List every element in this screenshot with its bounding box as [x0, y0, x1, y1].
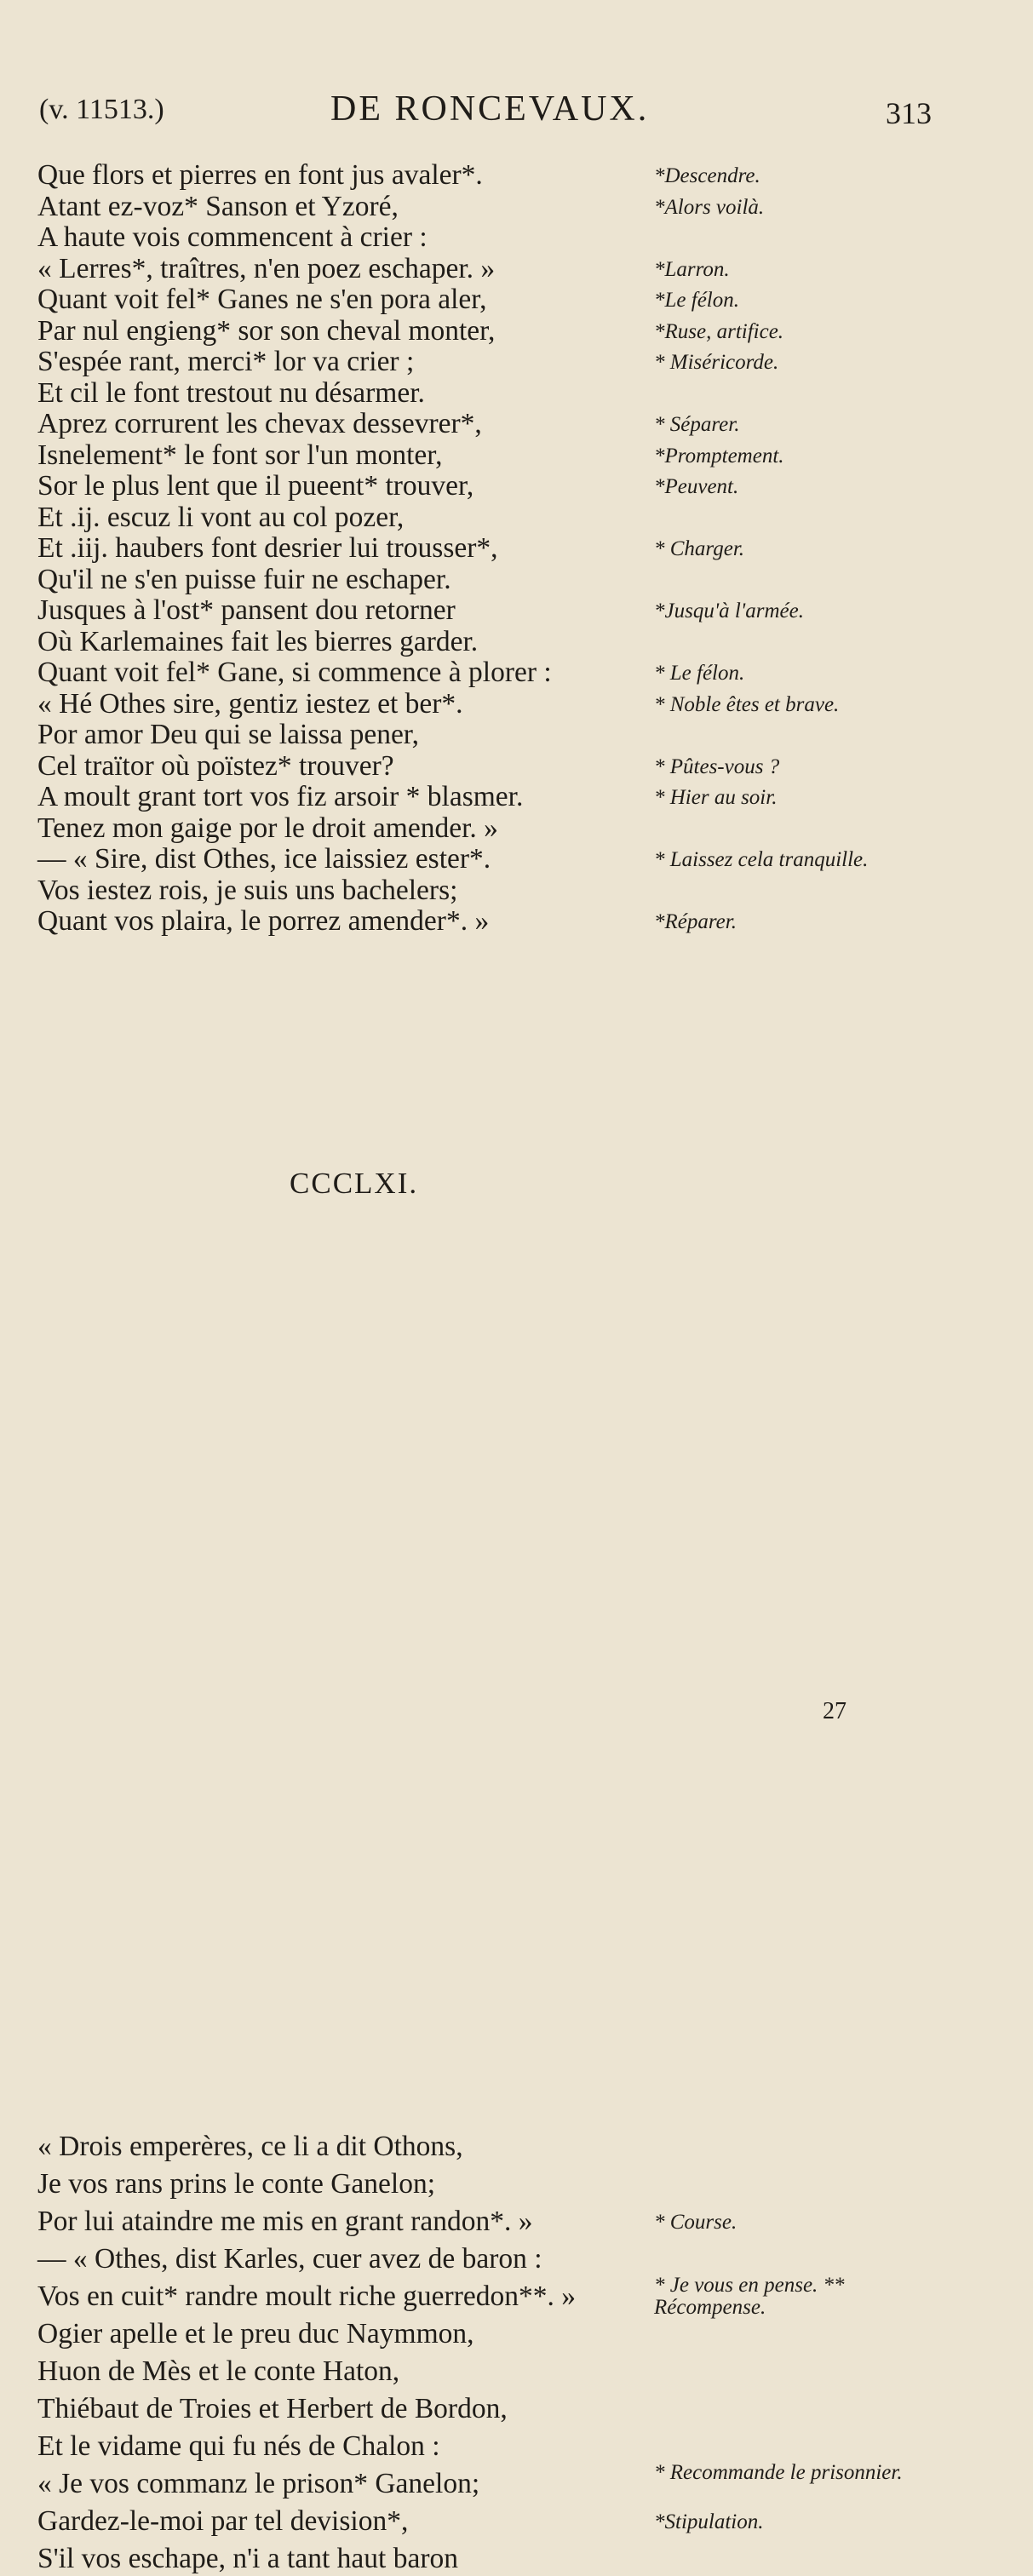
- verse-line: Gardez-le-moi par tel devision*,: [37, 2505, 409, 2537]
- gloss-note: * Hier au soir.: [654, 786, 778, 809]
- gloss-note: *Le félon.: [654, 289, 739, 312]
- gloss-note: * Miséricorde.: [654, 351, 779, 374]
- verse-line: Por amor Deu qui se laissa pener,: [37, 719, 419, 750]
- page-number: 313: [886, 96, 932, 130]
- verse-line: Isnelement* le font sor l'un monter,: [37, 439, 443, 471]
- verse-line: S'espée rant, merci* lor va crier ;: [37, 346, 415, 377]
- verse-line: Et .iij. haubers font desrier lui trousser*,: [37, 532, 498, 564]
- gloss-note: *Stipulation.: [654, 2510, 764, 2533]
- section-title: CCCLXI.: [290, 1167, 419, 1200]
- gloss-note: * Recommande le prisonnier.: [654, 2461, 903, 2484]
- verse-line: — « Sire, dist Othes, ice laissiez ester*.: [37, 843, 491, 875]
- verse-line: « Je vos commanz le prison* Ganelon;: [37, 2468, 480, 2499]
- gloss-note: *Promptement.: [654, 444, 784, 468]
- verse-line: Sor le plus lent que il pueent* trouver,: [37, 470, 474, 502]
- verse-line: Et .ij. escuz li vont au col pozer,: [37, 501, 405, 533]
- gloss-note: *Ruse, artifice.: [654, 319, 784, 343]
- verse-line: Qu'il ne s'en puisse fuir ne eschaper.: [37, 563, 451, 595]
- verse-line: Thiébaut de Troies et Herbert de Bordon,: [37, 2393, 508, 2424]
- signature-mark: 27: [823, 1698, 846, 1724]
- gloss-note: * Laissez cela tranquille.: [654, 848, 869, 871]
- verse-line: S'il vos eschape, n'i a tant haut baron: [37, 2543, 458, 2574]
- verse-line: Cel traïtor où poïstez* trouver?: [37, 749, 394, 782]
- verse-reference: (v. 11513.): [39, 94, 164, 125]
- verse-line: Que flors et pierres en font jus avaler*.: [37, 159, 483, 191]
- verse-line: A moult grant tort vos fiz arsoir * blasmer.: [37, 781, 524, 812]
- gloss-note: *Réparer.: [654, 910, 737, 933]
- gloss-note: * Charger.: [654, 537, 745, 560]
- gloss-note: *Alors voilà.: [654, 195, 765, 219]
- running-title: DE RONCEVAUX.: [330, 89, 650, 129]
- gloss-note: *Larron.: [654, 257, 730, 281]
- gloss-note: * Noble êtes et brave.: [654, 692, 840, 716]
- verse-line: « Hé Othes sire, gentiz iestez et ber*.: [37, 687, 463, 720]
- verse-line: — « Othes, dist Karles, cuer avez de baron :: [37, 2243, 542, 2275]
- verse-line: Et le vidame qui fu nés de Chalon :: [37, 2430, 440, 2462]
- verse-line: Et cil le font trestout nu désarmer.: [37, 376, 425, 409]
- verse-line: Par nul engieng* sor son cheval monter,: [37, 314, 496, 347]
- gloss-note: * Pûtes-vous ?: [654, 754, 780, 778]
- gloss-note: *Descendre.: [654, 164, 760, 187]
- gloss-note: * Le félon.: [654, 662, 745, 685]
- verse-line: Aprez corrurent les chevax dessevrer*,: [37, 408, 482, 439]
- verse-line: Ogier apelle et le preu duc Naymmon,: [37, 2318, 474, 2349]
- verse-line: Huon de Mès et le conte Haton,: [37, 2355, 400, 2387]
- verse-line: Vos iestez rois, je suis uns bachelers;: [37, 874, 458, 906]
- verse-line: Quant voit fel* Gane, si commence à plorer :: [37, 657, 552, 688]
- verse-line: Quant voit fel* Ganes ne s'en pora aler,: [37, 284, 487, 315]
- verse-line: « Lerres*, traîtres, n'en poez eschaper. »: [37, 252, 496, 284]
- verse-line: Je vos rans prins le conte Ganelon;: [37, 2168, 436, 2200]
- verse-line: Jusques à l'ost* pansent dou retorner: [37, 594, 456, 626]
- verse-line: Por lui ataindre me mis en grant randon*. »: [37, 2206, 533, 2237]
- verse-line: Atant ez-voz* Sanson et Yzoré,: [37, 190, 399, 222]
- verse-line: Où Karlemaines fait les bierres garder.: [37, 625, 479, 657]
- verse-line: Vos en cuit* randre moult riche guerredon**. »: [37, 2281, 576, 2312]
- gloss-note: * Course.: [654, 2211, 737, 2234]
- verse-line: A haute vois commencent à crier :: [37, 221, 428, 253]
- gloss-note: *Peuvent.: [654, 475, 739, 498]
- verse-line: Tenez mon gaige por le droit amender. »: [37, 812, 498, 844]
- verse-line: « Drois emperères, ce li a dit Othons,: [37, 2131, 463, 2162]
- gloss-note: * Je vous en pense. ** Récompense.: [654, 2274, 845, 2319]
- gloss-note: *Jusqu'à l'armée.: [654, 600, 804, 622]
- gloss-note: * Séparer.: [654, 413, 740, 436]
- verse-line: Quant vos plaira, le porrez amender*. »: [37, 905, 490, 937]
